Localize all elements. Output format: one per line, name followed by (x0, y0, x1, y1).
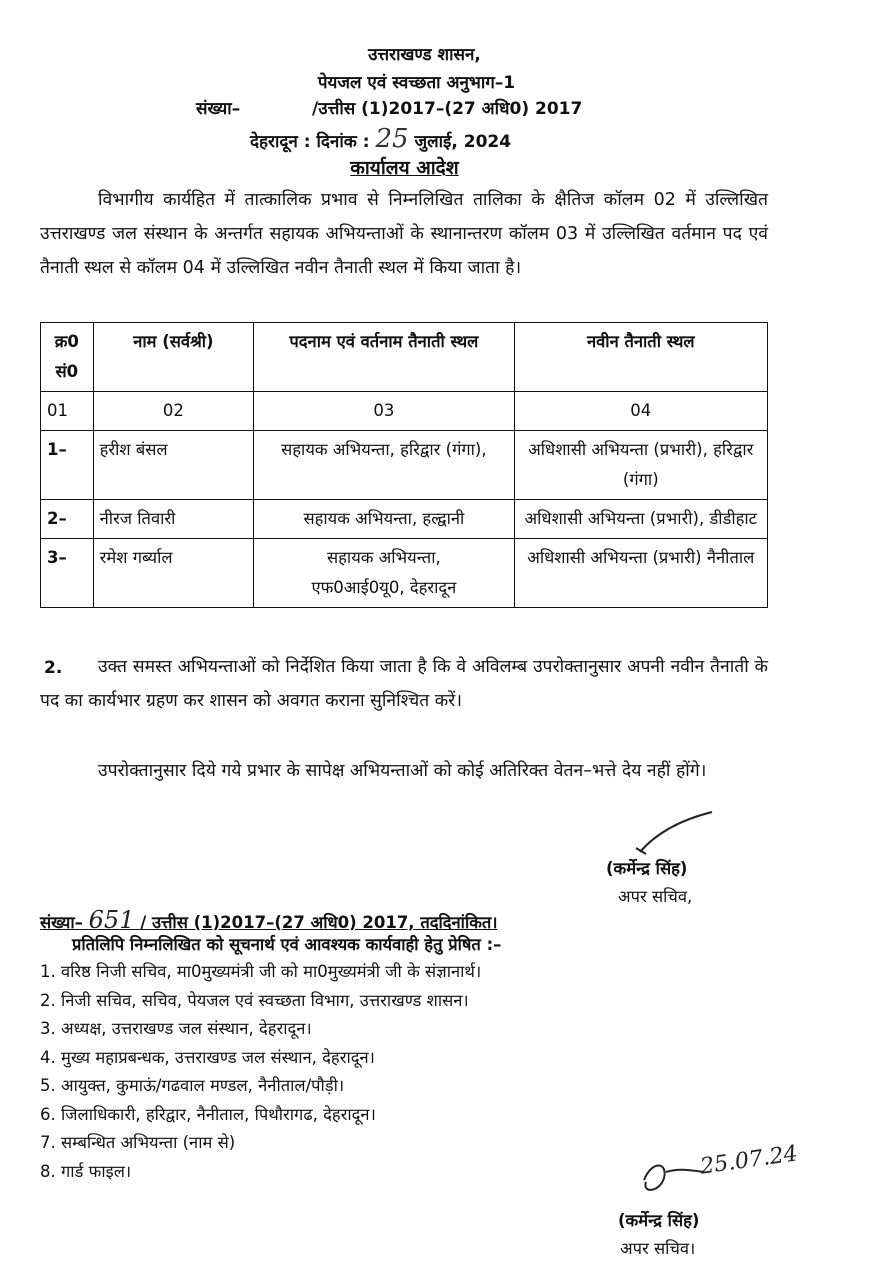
order-title: कार्यालय आदेश (350, 157, 459, 179)
list-item: 6. जिलाधिकारी, हरिद्वार, नैनीताल, पिथौरागढ, देहरादून। (40, 1104, 376, 1124)
copy-recipient-list (40, 958, 481, 1186)
row-current-post: सहायक अभियन्ता, हरिद्वार (गंगा), (254, 431, 514, 500)
table-row (41, 500, 768, 539)
table-row (41, 539, 768, 608)
row-serial: 1– (41, 431, 94, 500)
signature-stroke (632, 808, 722, 858)
second-signatory-designation: अपर सचिव। (620, 1239, 696, 1258)
order-number (196, 96, 582, 119)
handwritten-date: 25.07.24 (698, 1141, 800, 1180)
row-name: रमेश गर्ब्याल (93, 539, 254, 608)
header-serial: क्र0 सं0 (41, 323, 94, 392)
list-item: 8. गार्ड फाइल। (40, 1161, 132, 1181)
signatory-designation: अपर सचिव, (618, 887, 693, 906)
date-handwritten: 25 (375, 124, 409, 154)
copy-number (40, 906, 498, 934)
list-item: 7. सम्बन्धित अभियन्ता (नाम से) (40, 1133, 236, 1152)
row-serial: 3– (41, 539, 94, 608)
order-number-label: संख्या– (196, 99, 241, 119)
order-number-ref: /उत्तीस (1)2017–(27 अधि0) 2017 (312, 99, 583, 119)
col-number-3: 03 (254, 392, 514, 431)
copy-intro: प्रतिलिपि निम्नलिखित को सूचनार्थ एवं आवश्यक कार्यवाही हेतु प्रेषित :– (72, 935, 502, 954)
para2-text: उक्त समस्त अभियन्ताओं को निर्देशित किया जाता है कि वे अविलम्ब उपरोक्तानुसार अपनी नवीन तैनाती के पद का कार्यभार ग्रहण कर शासन को अवगत कराना सुनिश्चित करें। (40, 657, 768, 711)
column-number-row (41, 392, 768, 431)
row-current-post: सहायक अभियन्ता, एफ0आई0यू0, देहरादून (254, 539, 514, 608)
dept-title: उत्तराखण्ड शासन, (368, 45, 481, 65)
para3-text: उपरोक्तानुसार दिये गये प्रभार के सापेक्ष अभियन्ताओं को कोई अतिरिक्त वेतन–भत्ते देय नहीं होंगे। (98, 761, 707, 781)
para2-number: 2. (44, 658, 63, 678)
header-current-post: पदनाम एवं वर्तनाम तैनाती स्थल (254, 323, 514, 392)
list-item: 4. मुख्य महाप्रबन्धक, उत्तराखण्ड जल संस्थान, देहरादून। (40, 1047, 375, 1067)
col-number-4: 04 (514, 392, 767, 431)
second-signatory-name: (कर्मेन्द्र सिंह) (618, 1211, 700, 1230)
row-name: हरीश बंसल (93, 431, 254, 500)
copy-number-ref: / उत्तीस (1)2017–(27 अधि0) 2017, तददिनांकित। (140, 913, 498, 932)
copy-number-label: संख्या– (40, 913, 83, 932)
row-current-post: सहायक अभियन्ता, हल्द्वानी (254, 500, 514, 539)
copy-number-handwritten: 651 (88, 906, 135, 934)
row-new-post: अधिशासी अभियन्ता (प्रभारी), हरिद्वार (गंगा) (514, 431, 767, 500)
row-serial: 2– (41, 500, 94, 539)
list-item: 1. वरिष्ठ निजी सचिव, मा0मुख्यमंत्री जी को मा0मुख्यमंत्री जी के संज्ञानार्थ। (40, 962, 482, 981)
intro-paragraph: विभागीय कार्यहित में तात्कालिक प्रभाव से निम्नलिखित तालिका के क्षैतिज कॉलम 02 में उल्लिखित उत्तराखण्ड जल संस्थान के अन्तर्गत सहायक अभियन्ताओं के स्थानान्तरण कॉलम 03 में उल्लिखित वर्तमान पद एवं तैनाती स्थल से कॉलम 04 में उल्लिखित नवीन तैनाती स्थल में किया जाता है। (40, 190, 768, 278)
row-new-post: अधिशासी अभियन्ता (प्रभारी) नैनीताल (514, 539, 767, 608)
order-date (250, 124, 511, 154)
row-new-post: अधिशासी अभियन्ता (प्रभारी), डीडीहाट (514, 500, 767, 539)
table-row (41, 431, 768, 500)
section-title: पेयजल एवं स्वच्छता अनुभाग–1 (317, 73, 516, 93)
list-item: 2. निजी सचिव, सचिव, पेयजल एवं स्वच्छता विभाग, उत्तराखण्ड शासन। (40, 990, 469, 1010)
signatory-name: (कर्मेन्द्र सिंह) (606, 859, 688, 878)
col-number-2: 02 (93, 392, 254, 431)
date-suffix: जुलाई, 2024 (414, 132, 512, 152)
list-item: 3. अध्यक्ष, उत्तराखण्ड जल संस्थान, देहरादून। (40, 1019, 312, 1038)
list-item: 5. आयुक्त, कुमाऊं/गढवाल मण्डल, नैनीताल/पौड़ी। (40, 1076, 345, 1095)
row-name: नीरज तिवारी (93, 500, 254, 539)
header-name: नाम (सर्वश्री) (93, 323, 254, 392)
header-new-post: नवीन तैनाती स्थल (514, 323, 767, 392)
transfer-table (40, 322, 768, 608)
date-prefix: देहरादून : दिनांक : (250, 132, 370, 152)
table-header-row (41, 323, 768, 392)
col-number-1: 01 (41, 392, 94, 431)
